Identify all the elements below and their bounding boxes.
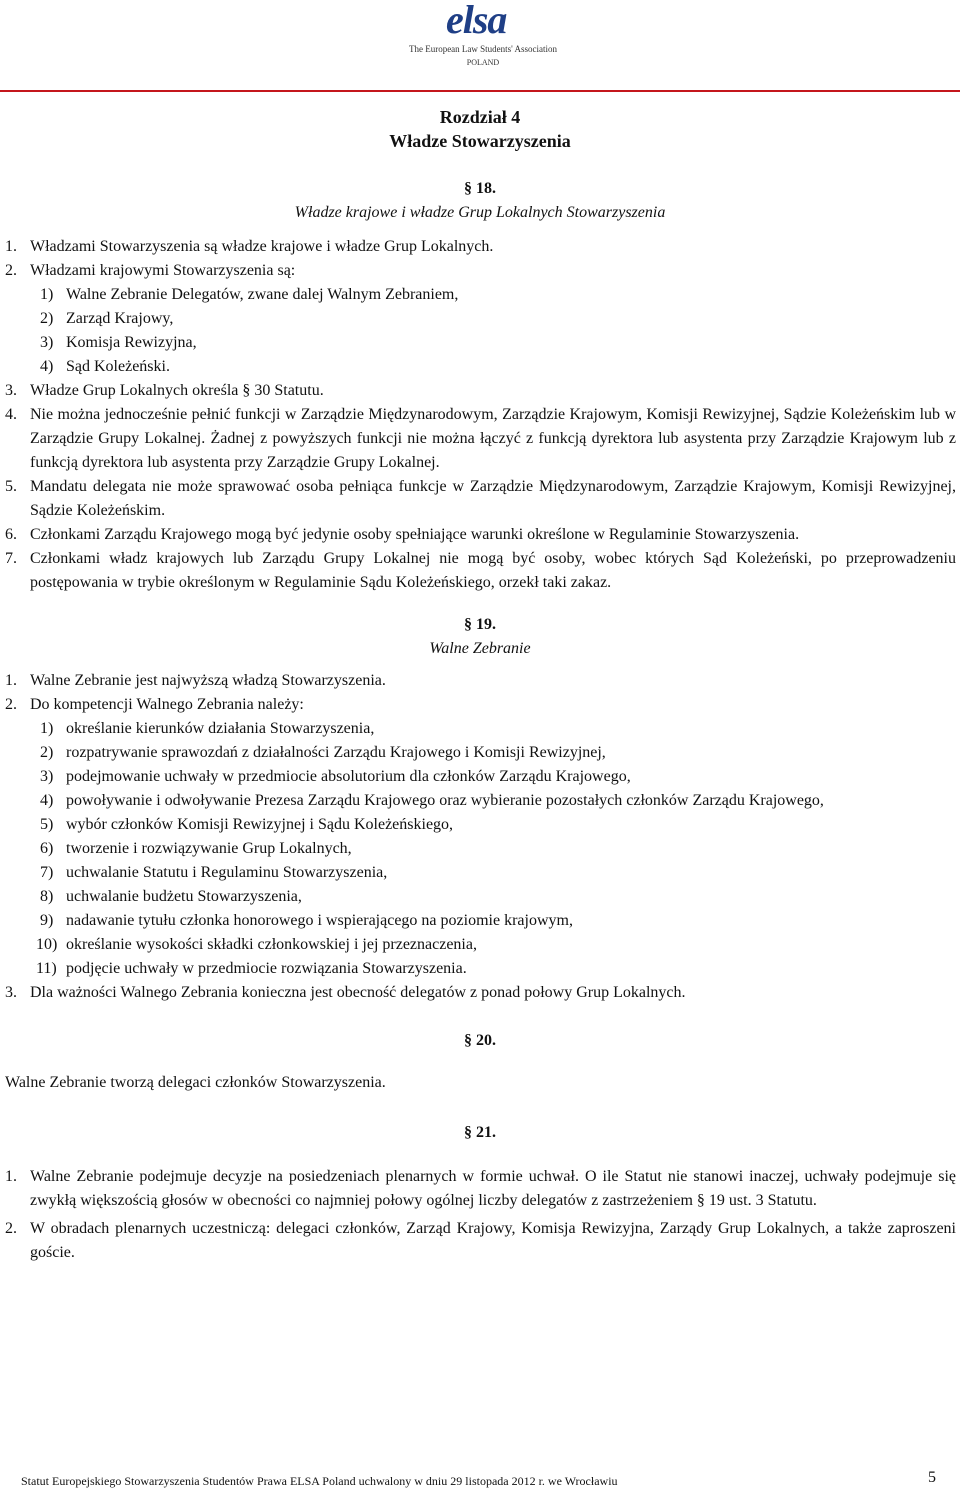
page-number: 5	[928, 1469, 936, 1486]
list-item: 7. Członkami władz krajowych lub Zarządu Grupy Lokalnej nie mogą być osoby, wobec których Sąd Koleżeński, po przeprowadzeniu postępowania w trybie określonym w Regulaminie Sądu Koleżeńskiego, orzekł taki zakaz.	[5, 550, 956, 591]
paragraph-sign: §	[696, 1192, 705, 1209]
paragraph-sign: §	[464, 180, 472, 197]
paragraph-sign: §	[464, 1124, 472, 1141]
sub-list-item: 10) określanie wysokości składki członkowskiej i jej przeznaczenia,	[36, 936, 477, 953]
list-item: 1. Walne Zebranie jest najwyższą władzą Stowarzyszenia.	[5, 672, 386, 689]
list-item: 2. W obradach plenarnych uczestniczą: delegaci członków, Zarząd Krajowy, Komisja Rewizyjna, Zarządy Grup Lokalnych, a także zaproszeni goście.	[5, 1220, 956, 1261]
page-footer	[0, 1468, 960, 1490]
sub-list-item: 2) rozpatrywanie sprawozdań z działalności Zarządu Krajowego i Komisji Rewizyjnej,	[40, 744, 606, 761]
page-header	[0, 0, 960, 92]
list-item: 3. Dla ważności Walnego Zebrania konieczna jest obecność delegatów z ponad połowy Grup Lokalnych.	[5, 984, 686, 1001]
logo-subtitle: The European Law Students' Association	[408, 44, 558, 54]
sub-list-item: 9) nadawanie tytułu członka honorowego i wspierającego na poziomie krajowym,	[40, 912, 573, 929]
logo-country: POLAND	[466, 58, 500, 67]
section-number: 20.	[476, 1032, 496, 1049]
sub-list-item: 1) Walne Zebranie Delegatów, zwane dalej Walnym Zebraniem,	[40, 286, 459, 303]
sub-list-item: 4) powoływanie i odwoływanie Prezesa Zarządu Krajowego oraz wybieranie pozostałych członków Zarządu Krajowego,	[40, 792, 824, 809]
section-heading	[0, 1029, 960, 1053]
list-item: 1. Władzami Stowarzyszenia są władze krajowe i władze Grup Lokalnych.	[5, 238, 494, 255]
list-item: 6. Członkami Zarządu Krajowego mogą być jedynie osoby spełniające warunki określone w Regulaminie Stowarzyszenia.	[5, 526, 800, 543]
sub-list-item: 2) Zarząd Krajowy,	[40, 310, 174, 327]
sub-list-item: 3) Komisja Rewizyjna,	[40, 334, 197, 351]
paragraph-sign: §	[464, 616, 472, 633]
chapter-title: Władze Stowarzyszenia	[389, 131, 571, 151]
section-title: Władze krajowe i władze Grup Lokalnych Stowarzyszenia	[294, 204, 666, 221]
logo-wordmark: elsa	[446, 0, 507, 42]
section-body: Walne Zebranie tworzą delegaci członków Stowarzyszenia.	[5, 1074, 386, 1091]
section-number: 18.	[476, 180, 496, 197]
section-title: Walne Zebranie	[429, 640, 531, 657]
header-divider	[0, 90, 960, 92]
sub-list-item: 5) wybór członków Komisji Rewizyjnej i Sądu Koleżeńskiego,	[40, 816, 454, 833]
section-heading	[0, 177, 960, 201]
list-item: 2. Do kompetencji Walnego Zebrania należy:	[5, 696, 304, 713]
footer-text: Statut Europejskiego Stowarzyszenia Studentów Prawa ELSA Poland uchwalony w dniu 29 listopada 2012 r. we Wrocławiu	[21, 1474, 618, 1488]
section-number: 21.	[476, 1124, 496, 1141]
section-heading	[0, 613, 960, 637]
sub-list-item: 11) podjęcie uchwały w przedmiocie rozwiązania Stowarzyszenia.	[36, 960, 467, 977]
section-heading	[0, 1121, 960, 1145]
sub-list-item: 6) tworzenie i rozwiązywanie Grup Lokalnych,	[40, 840, 352, 857]
chapter-label: Rozdział 4	[439, 107, 521, 127]
sub-list-item: 1) określanie kierunków działania Stowarzyszenia,	[40, 720, 375, 737]
list-item: 5. Mandatu delegata nie może sprawować osoba pełniąca funkcje w Zarządzie Międzynarodowym, Zarządzie Krajowym, Komisji Rewizyjnej, Sądzie Koleżeńskim.	[5, 478, 956, 519]
elsa-logo	[408, 0, 558, 72]
document-body	[0, 100, 960, 1265]
sub-list-item: 4) Sąd Koleżeński.	[40, 358, 170, 375]
sub-list-item: 3) podejmowanie uchwały w przedmiocie absolutorium dla członków Zarządu Krajowego,	[40, 768, 631, 785]
section-number: 19.	[476, 616, 496, 633]
paragraph-sign: §	[464, 1032, 472, 1049]
sub-list-item: 7) uchwalanie Statutu i Regulaminu Stowarzyszenia,	[40, 864, 388, 881]
list-item: 4. Nie można jednocześnie pełnić funkcji w Zarządzie Międzynarodowym, Zarządzie Krajowym, Komisji Rewizyjnej, Sądzie Koleżeńskim lub w Zarządzie Grupy Lokalnej. Żadnej z powyższych funkcji nie można łączyć z funkcją dyrektora lub asystenta przy Zarządzie Krajowym lub z funkcją dyrektora lub asystenta przy Zarządzie Grupy Lokalnej.	[5, 406, 956, 471]
sub-list-item: 8) uchwalanie budżetu Stowarzyszenia,	[40, 888, 302, 905]
list-item: 2. Władzami krajowymi Stowarzyszenia są:	[5, 262, 296, 279]
list-item: 1. Walne Zebranie podejmuje decyzje na posiedzeniach plenarnych w formie uchwał. O ile Statut nie stanowi inaczej, uchwały podejmuje się zwykłą większością głosów w obecności co najmniej połowy ogólnej liczby delegatów z zastrzeżeniem § 19 ust. 3 Statutu.	[5, 1168, 956, 1209]
paragraph-sign: §	[242, 382, 251, 399]
list-item: 3. Władze Grup Lokalnych określa § 30 Statutu.	[5, 382, 324, 399]
